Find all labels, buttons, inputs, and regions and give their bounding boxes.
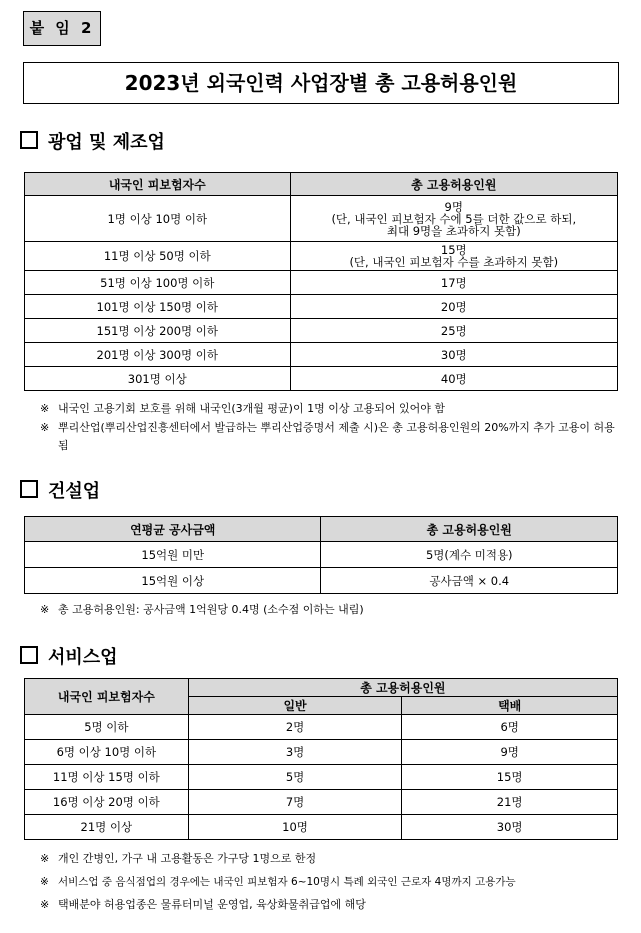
- note-mark: ※: [40, 603, 50, 616]
- cell-allowed: 40명: [290, 367, 617, 391]
- table-row: [25, 715, 618, 740]
- header-general: 일반: [188, 697, 402, 715]
- cell-general: 2명: [188, 715, 402, 740]
- note-manufacturing-2: [40, 419, 620, 455]
- cell-allowed: [290, 196, 617, 242]
- table-row: [25, 196, 618, 242]
- cell-range: 11명 이상 50명 이하: [25, 242, 291, 271]
- cell-allowed-value: 15명: [440, 243, 467, 257]
- table-row: [25, 367, 618, 391]
- table-row: [25, 295, 618, 319]
- checkbox-square-icon: [20, 646, 38, 664]
- table-row: [25, 568, 618, 594]
- cell-amount: 15억원 미만: [25, 542, 321, 568]
- table-row: [25, 815, 618, 840]
- cell-range: 21명 이상: [25, 815, 189, 840]
- cell-general: 10명: [188, 815, 402, 840]
- cell-delivery: 9명: [402, 740, 618, 765]
- page-title: 2023년 외국인력 사업장별 총 고용허용인원: [23, 62, 619, 104]
- cell-general: 5명: [188, 765, 402, 790]
- cell-range: 101명 이상 150명 이하: [25, 295, 291, 319]
- cell-general: 7명: [188, 790, 402, 815]
- cell-allowed: 30명: [290, 343, 617, 367]
- section-heading-service: 서비스업: [20, 643, 118, 669]
- cell-amount: 15억원 이상: [25, 568, 321, 594]
- service-table: [24, 678, 618, 840]
- note-text: 내국인 고용기회 보호를 위해 내국인(3개월 평균)이 1명 이상 고용되어 있어야 함: [58, 402, 445, 415]
- cell-range: 6명 이상 10명 이하: [25, 740, 189, 765]
- cell-allowed: 25명: [290, 319, 617, 343]
- note-mark: ※: [40, 852, 50, 865]
- table-row: [25, 242, 618, 271]
- cell-allowed: 20명: [290, 295, 617, 319]
- cell-allowed: 공사금액 × 0.4: [321, 568, 618, 594]
- checkbox-square-icon: [20, 131, 38, 149]
- note-text: 서비스업 중 음식점업의 경우에는 내국인 피보험자 6~10명시 특례 외국인 근로자 4명까지 고용가능: [58, 876, 516, 888]
- construction-table: [24, 516, 618, 594]
- note-mark: ※: [40, 402, 50, 415]
- cell-allowed-value: 9명: [444, 199, 463, 214]
- cell-delivery: 30명: [402, 815, 618, 840]
- cell-allowed-condition: (단, 내국인 피보험자 수에 5를 더한 값으로 하되,: [331, 211, 577, 226]
- note-service-1: [40, 850, 620, 868]
- note-text: 뿌리산업(뿌리산업진흥센터에서 발급하는 뿌리산업증명서 제출 시)은 총 고용허용인원의 20%까지 추가 고용이 허용됨: [58, 421, 615, 452]
- cell-allowed: 5명(계수 미적용): [321, 542, 618, 568]
- header-insured-count: 내국인 피보험자수: [25, 173, 291, 196]
- cell-range: 16명 이상 20명 이하: [25, 790, 189, 815]
- section-heading-construction: 건설업: [20, 477, 100, 503]
- manufacturing-table: [24, 172, 618, 391]
- note-manufacturing-1: [40, 400, 620, 418]
- note-construction: [40, 601, 620, 619]
- table-row: [25, 542, 618, 568]
- table-header-row: [25, 679, 618, 697]
- note-service-3: [40, 896, 620, 914]
- table-row: [25, 319, 618, 343]
- cell-allowed: 17명: [290, 271, 617, 295]
- table-header-row: [25, 517, 618, 542]
- table-row: [25, 343, 618, 367]
- cell-range: 5명 이하: [25, 715, 189, 740]
- cell-general: 3명: [188, 740, 402, 765]
- table-header-row: [25, 173, 618, 196]
- table-row: [25, 271, 618, 295]
- cell-delivery: 6명: [402, 715, 618, 740]
- table-row: [25, 765, 618, 790]
- note-mark: ※: [40, 876, 49, 888]
- note-text: 택배분야 허용업종은 물류터미널 운영업, 육상화물취급업에 해당: [58, 898, 366, 911]
- cell-delivery: 15명: [402, 765, 618, 790]
- header-annual-amount: 연평균 공사금액: [25, 517, 321, 542]
- attachment-label: 붙 임 2: [23, 11, 101, 46]
- cell-range: 1명 이상 10명 이하: [25, 196, 291, 242]
- header-total-allowed: 총 고용허용인원: [188, 679, 617, 697]
- checkbox-square-icon: [20, 480, 38, 498]
- cell-range: 201명 이상 300명 이하: [25, 343, 291, 367]
- cell-allowed-condition: 최대 9명을 초과하지 못함): [386, 223, 521, 238]
- note-mark: ※: [40, 898, 50, 911]
- note-mark: ※: [40, 421, 50, 434]
- cell-allowed-condition: (단, 내국인 피보험자 수를 초과하지 못함): [349, 255, 559, 269]
- note-text: 총 고용허용인원: 공사금액 1억원당 0.4명 (소수점 이하는 내림): [58, 603, 364, 616]
- cell-range: 11명 이상 15명 이하: [25, 765, 189, 790]
- cell-range: 151명 이상 200명 이하: [25, 319, 291, 343]
- cell-range: 51명 이상 100명 이하: [25, 271, 291, 295]
- table-row: [25, 790, 618, 815]
- cell-range: 301명 이상: [25, 367, 291, 391]
- header-insured-count: 내국인 피보험자수: [25, 679, 189, 715]
- header-total-allowed: 총 고용허용인원: [290, 173, 617, 196]
- section-heading-manufacturing: 광업 및 제조업: [20, 128, 165, 154]
- cell-allowed: [290, 242, 617, 271]
- header-delivery: 택배: [402, 697, 618, 715]
- note-text: 개인 간병인, 가구 내 고용활동은 가구당 1명으로 한정: [58, 852, 317, 865]
- note-service-2: [40, 873, 630, 891]
- header-total-allowed: 총 고용허용인원: [321, 517, 618, 542]
- table-row: [25, 740, 618, 765]
- cell-delivery: 21명: [402, 790, 618, 815]
